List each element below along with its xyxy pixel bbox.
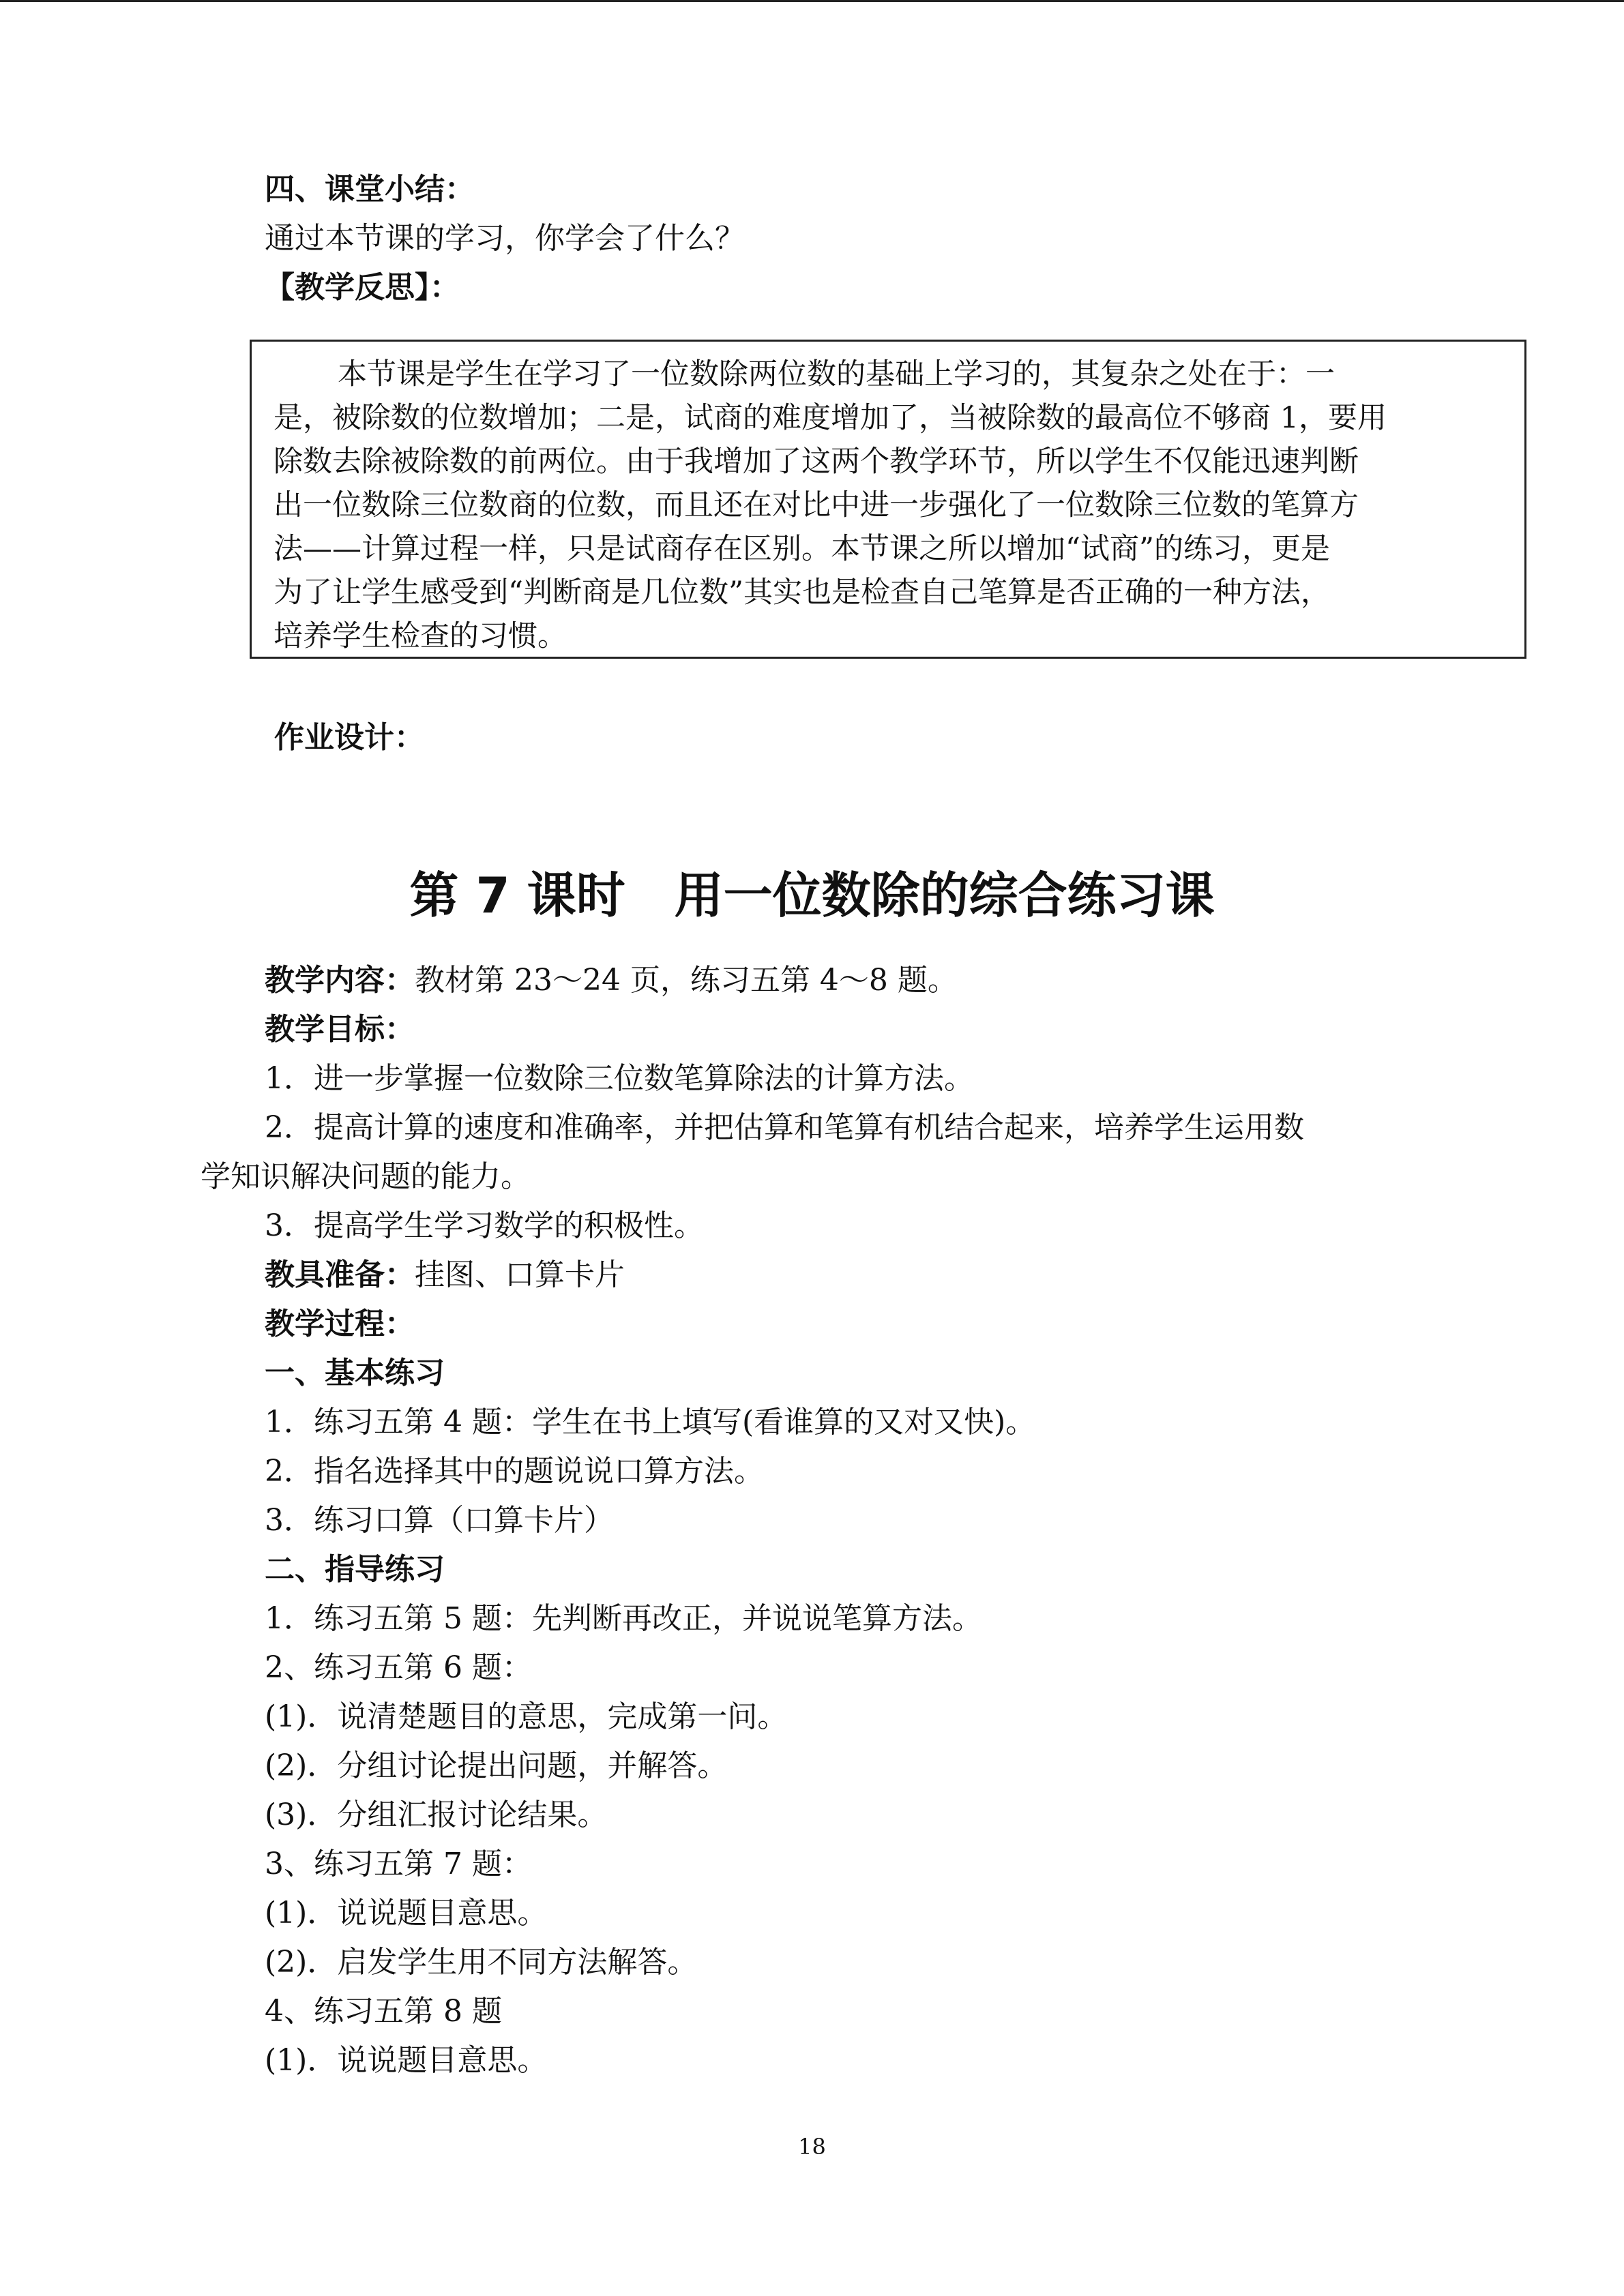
tools-text: 挂图、口算卡片: [415, 1257, 625, 1292]
practice-subitem: (2)．分组讨论提出问题，并解答。: [265, 1748, 728, 1783]
content-label: 教学内容：: [265, 963, 415, 998]
practice-item: 1．练习五第 4 题：学生在书上填写(看谁算的又对又快)。: [265, 1405, 1036, 1440]
goal-item: 2．提高计算的速度和准确率，并把估算和笔算有机结合起来，培养学生运用数: [265, 1110, 1304, 1145]
practice-subitem: (2)．启发学生用不同方法解答。: [265, 1945, 698, 1980]
practice-subitem: (1)．说说题目意思。: [265, 1896, 548, 1930]
top-border: [0, 0, 1624, 2]
practice-item: 3、练习五第 7 题：: [265, 1847, 532, 1881]
reflection-line: 出一位数除三位数商的位数，而且还在对比中进一步强化了一位数除三位数的笔算方: [274, 488, 1359, 522]
page-number: 18: [798, 2134, 826, 2160]
practice-subitem: (1)．说清楚题目的意思，完成第一问。: [265, 1699, 788, 1734]
teaching-tools: [265, 1256, 625, 1294]
reflection-heading: 【教学反思】：: [265, 270, 460, 305]
reflection-line: 是，被除数的位数增加；二是，试商的难度增加了，当被除数的最高位不够商 1，要用: [274, 401, 1387, 435]
tools-label: 教具准备：: [265, 1257, 415, 1292]
lesson-title: 第 7 课时 用一位数除的综合练习课: [409, 867, 1215, 924]
reflection-line: 法——计算过程一样，只是试商存在区别。本节课之所以增加“试商”的练习，更是: [274, 532, 1330, 566]
summary-question: 通过本节课的学习，你学会了什么？: [265, 221, 745, 256]
content-text: 教材第 23～24 页，练习五第 4～8 题。: [415, 963, 958, 998]
reflection-box: [250, 340, 1526, 659]
goal-item: 3．提高学生学习数学的积极性。: [265, 1208, 704, 1243]
guided-practice-heading: 二、指导练习: [265, 1552, 445, 1587]
reflection-line: 为了让学生感受到“判断商是几位数”其实也是检查自己笔算是否正确的一种方法，: [274, 576, 1330, 610]
process-label: 教学过程：: [265, 1307, 415, 1341]
practice-subitem: (3)．分组汇报讨论结果。: [265, 1798, 608, 1832]
basic-practice-heading: 一、基本练习: [265, 1356, 445, 1390]
homework-label: 作业设计：: [274, 720, 424, 755]
goals-label: 教学目标：: [265, 1012, 415, 1047]
practice-subitem: (1)．说说题目意思。: [265, 2043, 548, 2078]
practice-item: 1．练习五第 5 题：先判断再改正，并说说笔算方法。: [265, 1601, 982, 1636]
summary-heading: 四、课堂小结：: [265, 172, 475, 207]
practice-item: 2、练习五第 6 题：: [265, 1650, 532, 1685]
teaching-content: [265, 961, 958, 1000]
goal-item: 1．进一步掌握一位数除三位数笔算除法的计算方法。: [265, 1061, 974, 1096]
practice-item: 3．练习口算（口算卡片）: [265, 1503, 614, 1538]
goal-item-continued: 学知识解决问题的能力。: [201, 1159, 531, 1194]
practice-item: 4、练习五第 8 题: [265, 1994, 502, 2029]
practice-item: 2．指名选择其中的题说说口算方法。: [265, 1454, 764, 1489]
reflection-line: 培养学生检查的习惯。: [274, 619, 567, 653]
reflection-line: 除数去除被除数的前两位。由于我增加了这两个教学环节，所以学生不仅能迅速判断: [274, 445, 1359, 479]
reflection-line: 本节课是学生在学习了一位数除两位数的基础上学习的，其复杂之处在于：一: [338, 357, 1335, 391]
